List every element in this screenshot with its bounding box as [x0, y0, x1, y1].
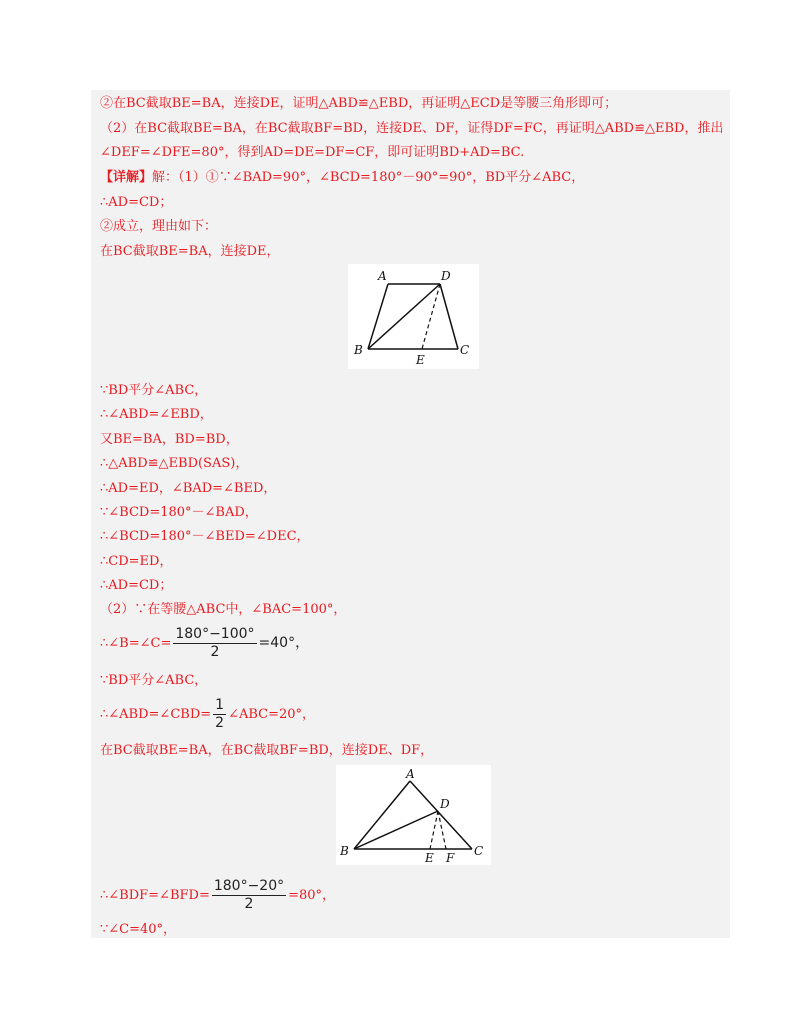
- eq1-fraction: [173, 626, 256, 661]
- detail-text: 解：（1）①∵∠BAD=90°，∠BCD=180°－90°=90°，BD平分∠ABC，: [152, 170, 585, 185]
- fig2-label-f: F: [446, 851, 455, 865]
- fig1-label-a: A: [378, 269, 387, 283]
- text-line-2: （2）在BC截取BE=BA，在BC截取BF=BD，连接DE、DF，证得DF=FC，再证明△ABD≌△EBD，推出: [100, 121, 724, 136]
- eq1-suffix: =40°，: [258, 635, 310, 651]
- text-line-20: [100, 697, 315, 732]
- eq1-denominator: 2: [210, 644, 220, 660]
- text-line-8: ∵BD平分∠ABC，: [100, 383, 208, 398]
- text-line-18: [100, 626, 309, 661]
- figure-2-svg: [336, 765, 491, 865]
- text-line-5: ∴AD=CD；: [100, 195, 173, 210]
- figure-1: [348, 264, 479, 369]
- eq3-suffix: =80°，: [288, 888, 336, 903]
- text-line-4: [100, 170, 584, 186]
- eq3-numerator: 180°−20°: [213, 878, 285, 894]
- text-line-19: ∵BD平分∠ABC，: [100, 673, 208, 688]
- text-line-12: ∴AD=ED，∠BAD=∠BED，: [100, 481, 277, 496]
- fig1-label-c: C: [460, 343, 470, 357]
- text-line-10: 又BE=BA，BD=BD，: [100, 432, 239, 447]
- fig1-label-d: D: [441, 269, 451, 283]
- eq2-fraction: [213, 697, 226, 732]
- text-line-6: ②成立，理由如下：: [100, 219, 218, 234]
- fig1-label-b: B: [354, 343, 363, 357]
- text-line-1: ②在BC截取BE=BA，连接DE，证明△ABD≌△EBD，再证明△ECD是等腰三角形即可；: [100, 96, 618, 111]
- eq3-prefix: ∴∠BDF=∠BFD=: [100, 888, 210, 903]
- fig1-label-e: E: [416, 353, 425, 367]
- eq2-numerator: 1: [215, 697, 225, 713]
- text-line-21: 在BC截取BE=BA，在BC截取BF=BD，连接DE、DF，: [100, 743, 434, 758]
- text-line-11: ∴△ABD≌△EBD(SAS)，: [100, 456, 249, 471]
- eq2-denominator: 2: [215, 715, 225, 731]
- eq1-prefix: ∴∠B=∠C=: [100, 636, 172, 651]
- text-line-3: ∠DEF=∠DFE=80°，得到AD=DE=DF=CF，即可证明BD+AD=BC.: [100, 145, 525, 160]
- eq1-numerator: 180°−100°: [175, 626, 255, 642]
- eq3-fraction: [212, 878, 286, 913]
- text-line-22: [100, 878, 335, 913]
- detail-bracket: 【详解】: [100, 170, 153, 185]
- fig2-label-e: E: [425, 851, 434, 865]
- fig2-label-a: A: [406, 767, 415, 781]
- eq3-denominator: 2: [244, 896, 254, 912]
- text-line-14: ∴∠BCD=180°－∠BED=∠DEC，: [100, 529, 310, 544]
- eq2-prefix: ∴∠ABD=∠CBD=: [100, 707, 212, 722]
- text-line-16: ∴AD=CD；: [100, 578, 173, 593]
- figure-2: [336, 765, 491, 865]
- text-line-17: （2）∵在等腰△ABC中，∠BAC=100°，: [100, 602, 347, 617]
- eq2-suffix: ∠ABC=20°，: [228, 707, 316, 722]
- text-line-7: 在BC截取BE=BA，连接DE，: [100, 244, 280, 259]
- text-line-9: ∴∠ABD=∠EBD，: [100, 407, 213, 422]
- fig2-label-c: C: [474, 844, 484, 858]
- text-line-13: ∵∠BCD=180°－∠BAD，: [100, 505, 258, 520]
- figure-1-svg: [348, 264, 479, 369]
- fig2-label-b: B: [340, 844, 349, 858]
- text-line-23: ∵∠C=40°，: [100, 922, 177, 937]
- fig2-label-d: D: [440, 797, 450, 811]
- text-line-15: ∴CD=ED，: [100, 554, 173, 569]
